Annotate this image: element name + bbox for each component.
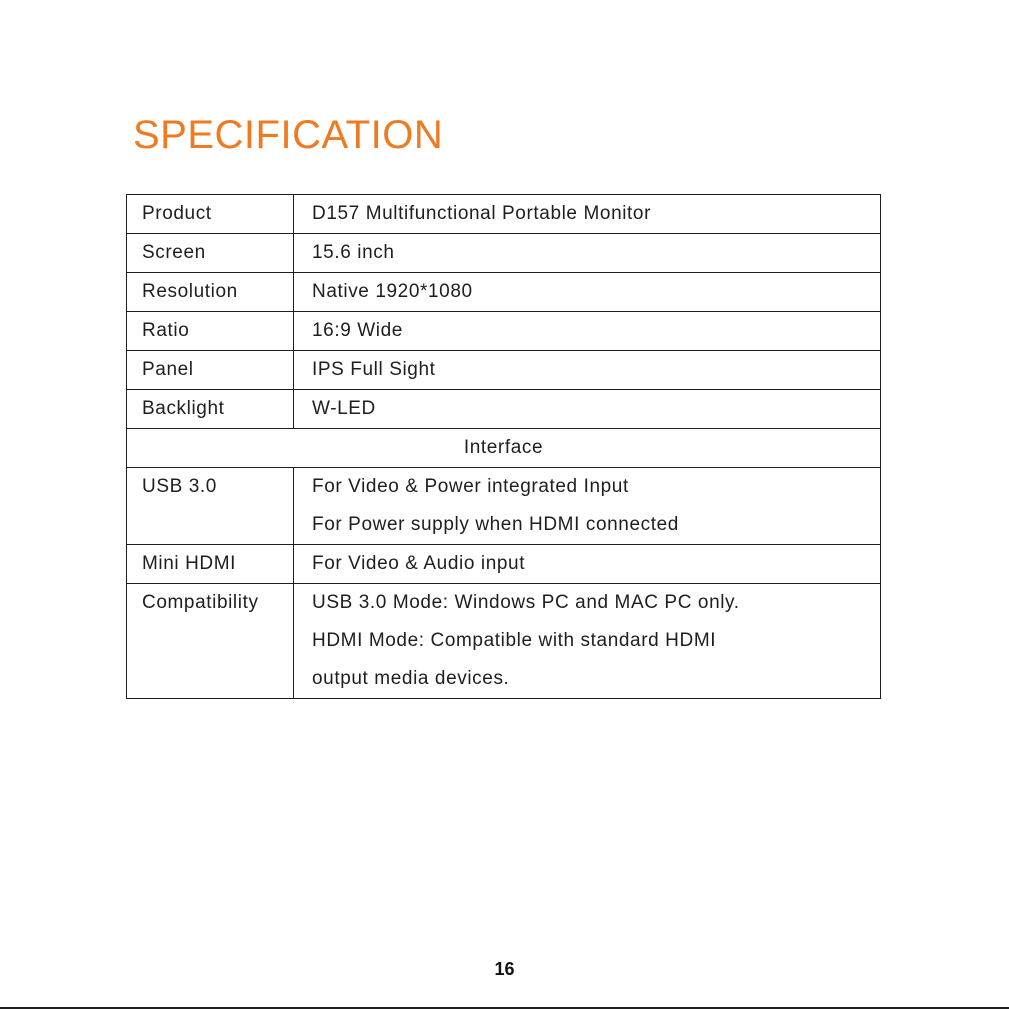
- table-row: [127, 584, 881, 699]
- spec-value-line: For Power supply when HDMI connected: [312, 514, 679, 535]
- spec-value-line: 15.6 inch: [312, 242, 395, 263]
- spec-value-line: HDMI Mode: Compatible with standard HDMI: [312, 630, 717, 651]
- page-number: 16: [494, 959, 515, 979]
- spec-label-product: Product: [127, 195, 294, 234]
- spec-value-line: USB 3.0 Mode: Windows PC and MAC PC only.: [312, 592, 740, 613]
- section-row: [127, 429, 881, 468]
- section-heading-interface: Interface: [127, 429, 881, 468]
- table-row: [127, 390, 881, 429]
- spec-label-backlight: Backlight: [127, 390, 294, 429]
- page-title: SPECIFICATION: [133, 113, 444, 157]
- spec-value-line: Native 1920*1080: [312, 281, 473, 302]
- spec-value-line: D157 Multifunctional Portable Monitor: [312, 203, 652, 224]
- spec-value-line: output media devices.: [312, 668, 510, 689]
- spec-value-resolution: [294, 273, 881, 312]
- spec-label-resolution: Resolution: [127, 273, 294, 312]
- spec-label-compatibility: Compatibility: [127, 584, 294, 699]
- spec-value-product: [294, 195, 881, 234]
- table-row: [127, 195, 881, 234]
- table-row: [127, 234, 881, 273]
- spec-label-usb: USB 3.0: [127, 468, 294, 545]
- table-row: [127, 545, 881, 584]
- spec-label-mini-hdmi: Mini HDMI: [127, 545, 294, 584]
- spec-value-line: IPS Full Sight: [312, 359, 436, 380]
- spec-value-usb: [294, 468, 881, 545]
- spec-label-ratio: Ratio: [127, 312, 294, 351]
- spec-label-panel: Panel: [127, 351, 294, 390]
- spec-value-panel: [294, 351, 881, 390]
- table-row: [127, 351, 881, 390]
- spec-value-line: W-LED: [312, 398, 376, 419]
- spec-value-compatibility: [294, 584, 881, 699]
- spec-value-line: 16:9 Wide: [312, 320, 403, 341]
- table-row: [127, 312, 881, 351]
- spec-value-ratio: [294, 312, 881, 351]
- table-row: [127, 468, 881, 545]
- spec-label-screen: Screen: [127, 234, 294, 273]
- spec-value-line: For Video & Audio input: [312, 553, 526, 574]
- spec-value-mini-hdmi: [294, 545, 881, 584]
- spec-value-backlight: [294, 390, 881, 429]
- footer-divider: [0, 1007, 1009, 1009]
- specification-table: [126, 194, 881, 699]
- spec-value-screen: [294, 234, 881, 273]
- table-row: [127, 273, 881, 312]
- spec-value-line: For Video & Power integrated Input: [312, 476, 629, 497]
